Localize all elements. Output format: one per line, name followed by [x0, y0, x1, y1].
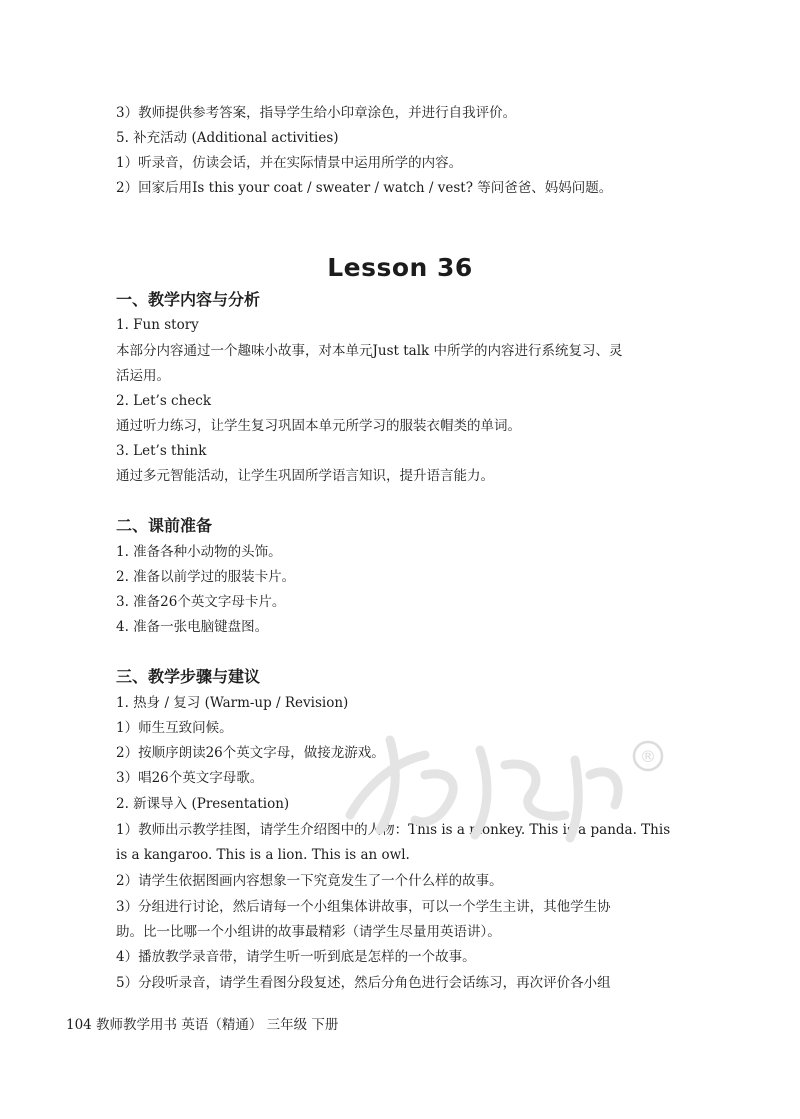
paragraph-line: 助。比一比哪一个小组讲的故事最精彩（请学生尽量用英语讲）。: [116, 924, 501, 940]
paragraph-line: 2）请学生依据图画内容想象一下究竟发生了一个什么样的故事。: [116, 873, 503, 889]
registered-mark: ®: [640, 747, 656, 766]
section-heading: 二、课前准备: [116, 516, 213, 535]
paragraph-line: 本部分内容通过一个趣味小故事，对本单元Just talk 中所学的内容进行系统复习、灵: [116, 343, 623, 359]
text-line: 5. 补充活动 (Additional activities): [116, 130, 339, 146]
text-line: 2）回家后用Is this your coat / sweater / watch / vest? 等问爸爸、妈妈问题。: [116, 180, 613, 196]
list-item: 3. 准备26个英文字母卡片。: [116, 594, 286, 610]
section-heading: 一、教学内容与分析: [116, 290, 261, 309]
section-heading: 三、教学步骤与建议: [116, 667, 261, 686]
item-title: 1. Fun story: [116, 317, 199, 333]
list-item: 2. 准备以前学过的服装卡片。: [116, 569, 296, 585]
step-title: 1. 热身 / 复习 (Warm-up / Revision): [116, 695, 349, 711]
paragraph-line: 活运用。: [116, 368, 170, 384]
paragraph-line: 通过多元智能活动，让学生巩固所学语言知识，提升语言能力。: [116, 468, 494, 484]
paragraph-line: 5）分段听录音，请学生看图分段复述，然后分角色进行会话练习，再次评价各小组: [116, 975, 611, 991]
paragraph-line: 4）播放教学录音带，请学生听一听到底是怎样的一个故事。: [116, 949, 476, 965]
item-title: 3. Let’s think: [116, 443, 207, 459]
paragraph-line: is a kangaroo. This is a lion. This is an owl.: [116, 847, 410, 863]
page-footer: 104 教师教学用书 英语（精通） 三年级 下册: [66, 1017, 339, 1033]
paragraph-line: 3）分组进行讨论，然后请每一个小组集体讲故事，可以一个学生主讲，其他学生协: [116, 899, 611, 915]
text-line: 3）教师提供参考答案，指导学生给小印章涂色，并进行自我评价。: [116, 105, 517, 121]
list-item: 1）师生互致问候。: [116, 720, 233, 736]
list-item: 1. 准备各种小动物的头饰。: [116, 544, 282, 560]
paragraph-line: 1）教师出示教学挂图，请学生介绍图中的人物：This is a monkey. This is a panda. This: [116, 822, 671, 838]
list-item: 3）唱26个英文字母歌。: [116, 770, 264, 786]
item-title: 2. Let’s check: [116, 393, 212, 409]
paragraph-line: 通过听力练习，让学生复习巩固本单元所学习的服装衣帽类的单词。: [116, 418, 521, 434]
lesson-title: Lesson 36: [327, 253, 473, 282]
text-line: 1）听录音，仿读会话，并在实际情景中运用所学的内容。: [116, 155, 463, 171]
step-title: 2. 新课导入 (Presentation): [116, 796, 290, 812]
list-item: 2）按顺序朗读26个英文字母，做接龙游戏。: [116, 745, 385, 761]
list-item: 4. 准备一张电脑键盘图。: [116, 619, 269, 635]
